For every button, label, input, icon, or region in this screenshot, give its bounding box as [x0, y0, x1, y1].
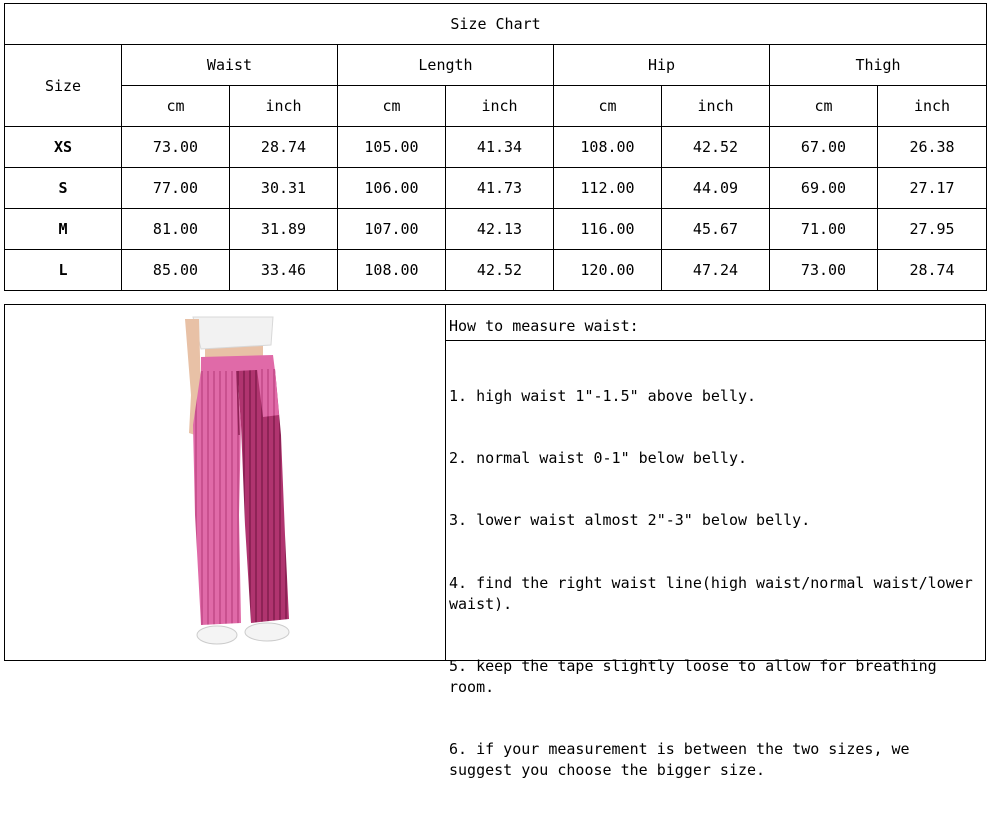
table-cell: 42.13: [446, 209, 554, 250]
table-cell: 42.52: [662, 127, 770, 168]
unit-header: cm: [338, 86, 446, 127]
list-item: 6. if your measurement is between the two sizes, we suggest you choose the bigger size.: [449, 740, 919, 779]
unit-header: cm: [122, 86, 230, 127]
table-cell: 112.00: [554, 168, 662, 209]
table-cell: 47.24: [662, 250, 770, 291]
crop-top: [193, 317, 273, 349]
table-cell: 33.46: [230, 250, 338, 291]
instructions-heading: How to measure waist:: [446, 305, 985, 341]
table-cell: 44.09: [662, 168, 770, 209]
table-cell: 106.00: [338, 168, 446, 209]
list-item: 5. keep the tape slightly loose to allow for breathing room.: [449, 656, 946, 696]
unit-header: inch: [446, 86, 554, 127]
table-cell: 116.00: [554, 209, 662, 250]
list-item: 2. normal waist 0-1" below belly.: [449, 448, 748, 467]
size-column-header: Size: [5, 45, 122, 127]
table-row: [5, 209, 987, 250]
size-label: L: [5, 250, 122, 291]
group-header-hip: Hip: [554, 45, 770, 86]
table-cell: 42.52: [446, 250, 554, 291]
table-cell: 71.00: [770, 209, 878, 250]
table-cell: 73.00: [122, 127, 230, 168]
table-row: [5, 168, 987, 209]
table-cell: 85.00: [122, 250, 230, 291]
unit-header-row: [5, 86, 987, 127]
table-row: [5, 127, 987, 168]
unit-header: inch: [662, 86, 770, 127]
table-cell: 69.00: [770, 168, 878, 209]
table-cell: 41.73: [446, 168, 554, 209]
table-cell: 67.00: [770, 127, 878, 168]
size-label: M: [5, 209, 122, 250]
table-cell: 28.74: [878, 250, 987, 291]
table-cell: 28.74: [230, 127, 338, 168]
unit-header: inch: [230, 86, 338, 127]
left-sneaker: [197, 626, 237, 644]
table-cell: 105.00: [338, 127, 446, 168]
measure-section: [4, 304, 986, 779]
table-cell: 31.89: [230, 209, 338, 250]
list-item: 3. lower waist almost 2"-3" below belly.: [449, 511, 811, 530]
table-cell: 120.00: [554, 250, 662, 291]
size-label: XS: [5, 127, 122, 168]
group-header-waist: Waist: [122, 45, 338, 86]
left-leg: [193, 371, 241, 625]
table-row: [5, 250, 987, 291]
instructions-list: [446, 341, 985, 822]
table-cell: 108.00: [554, 127, 662, 168]
size-label: S: [5, 168, 122, 209]
list-item: 1. high waist 1"-1.5" above belly.: [449, 386, 757, 405]
pants-model-illustration: [5, 305, 445, 660]
table-cell: 45.67: [662, 209, 770, 250]
group-header-length: Length: [338, 45, 554, 86]
table-cell: 27.17: [878, 168, 987, 209]
right-sneaker: [245, 623, 289, 641]
table-cell: 30.31: [230, 168, 338, 209]
group-header-thigh: Thigh: [770, 45, 987, 86]
size-chart-title: Size Chart: [5, 4, 987, 45]
unit-header: inch: [878, 86, 987, 127]
size-chart-table: [4, 3, 987, 291]
table-cell: 26.38: [878, 127, 987, 168]
table-cell: 108.00: [338, 250, 446, 291]
table-cell: 81.00: [122, 209, 230, 250]
table-cell: 77.00: [122, 168, 230, 209]
unit-header: cm: [554, 86, 662, 127]
table-cell: 41.34: [446, 127, 554, 168]
table-cell: 107.00: [338, 209, 446, 250]
table-cell: 27.95: [878, 209, 987, 250]
product-image: [5, 305, 446, 660]
measure-instructions: [446, 305, 985, 779]
list-item: 4. find the right waist line(high waist/normal waist/lower waist).: [449, 573, 982, 613]
unit-header: cm: [770, 86, 878, 127]
table-cell: 73.00: [770, 250, 878, 291]
